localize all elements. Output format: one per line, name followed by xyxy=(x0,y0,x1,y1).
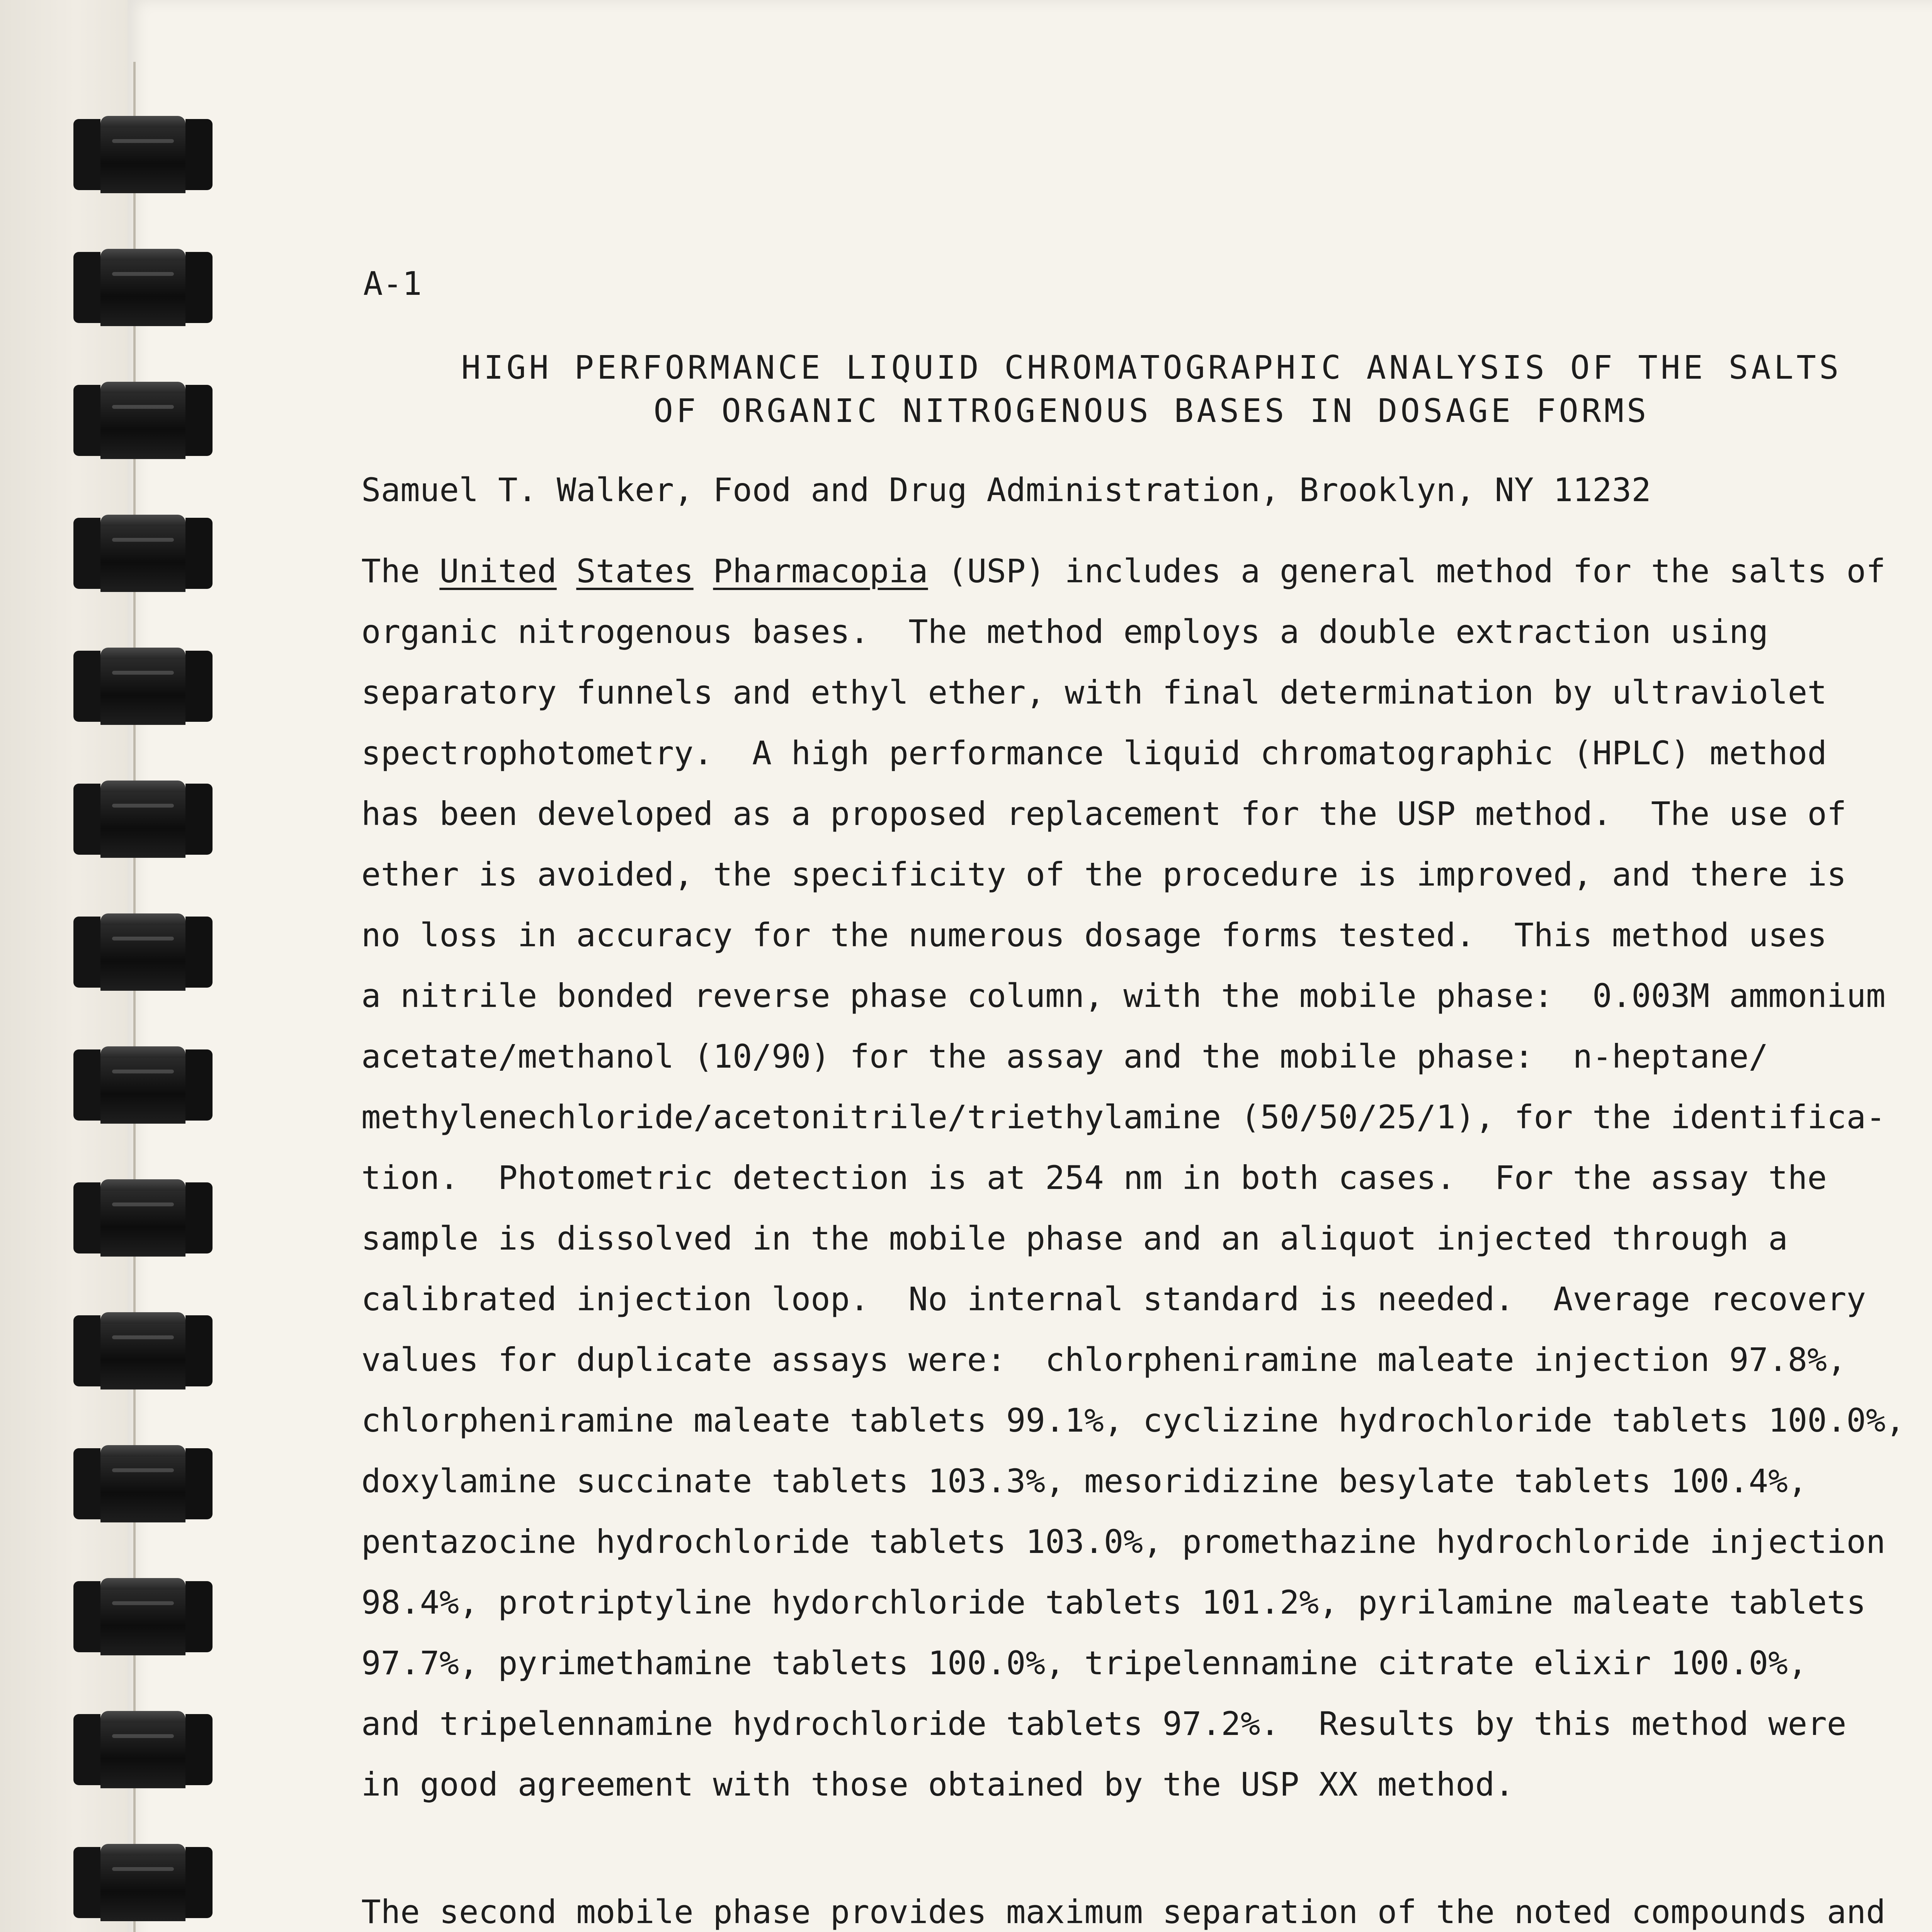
binding-ring-part xyxy=(100,1855,185,1921)
paragraph-line: has been developed as a proposed replacement for the USP method. The use of xyxy=(361,795,1847,833)
binding-ring xyxy=(73,1711,213,1788)
text-run: The xyxy=(361,552,440,590)
binding-ring-part xyxy=(100,659,185,725)
binding-ring-part xyxy=(73,1847,100,1918)
binding-ring-part xyxy=(73,1714,100,1785)
binding-ring-part xyxy=(100,925,185,991)
binding-ring-part xyxy=(100,1324,185,1389)
paragraph-line: 97.7%, pyrimethamine tablets 100.0%, tripelennamine citrate elixir 100.0%, xyxy=(361,1644,1808,1682)
binding-ring-part xyxy=(112,1734,174,1738)
binding-ring-part xyxy=(185,1847,213,1918)
paragraph-line xyxy=(361,541,1886,602)
paragraph-line: 98.4%, protriptyline hydorchloride tablets 101.2%, pyrilamine maleate tablets xyxy=(361,1583,1866,1621)
binding-ring-part xyxy=(185,1049,213,1121)
binding-ring-part xyxy=(100,1191,185,1257)
author-affiliation: Samuel T. Walker, Food and Drug Administration, Brooklyn, NY 11232 xyxy=(361,471,1651,509)
binding-ring-part xyxy=(185,651,213,722)
binding-ring-part xyxy=(73,252,100,323)
paragraph-line: methylenechloride/acetonitrile/triethylamine (50/50/25/1), for the identifica- xyxy=(361,1098,1886,1136)
abstract-title-line: HIGH PERFORMANCE LIQUID CHROMATOGRAPHIC ANALYSIS OF THE SALTS xyxy=(461,349,1842,386)
paragraph-line: organic nitrogenous bases. The method employs a double extraction using xyxy=(361,613,1769,651)
binding-ring xyxy=(73,249,213,326)
paragraph-line: chlorpheniramine maleate tablets 99.1%, cyclizine hydrochloride tablets 100.0%, xyxy=(361,1401,1905,1439)
abstract-label: A-1 xyxy=(363,265,422,303)
text-run xyxy=(557,552,577,590)
binding-ring-part xyxy=(185,1714,213,1785)
binding-ring-part xyxy=(185,784,213,855)
binding-ring-part xyxy=(73,651,100,722)
binding-ring-part xyxy=(73,1049,100,1121)
underlined-word: States xyxy=(576,552,694,590)
paragraph-line: no loss in accuracy for the numerous dosage forms tested. This method uses xyxy=(361,916,1827,954)
binding-ring-part xyxy=(185,917,213,988)
binding-ring-part xyxy=(185,1581,213,1652)
paragraph-line: a nitrile bonded reverse phase column, with the mobile phase: 0.003M ammonium xyxy=(361,977,1886,1015)
underlined-word: Pharmacopia xyxy=(713,552,928,590)
binding-ring-part xyxy=(100,526,185,592)
paragraph-line: and tripelennamine hydrochloride tablets 97.2%. Results by this method were xyxy=(361,1705,1847,1743)
binding-ring-part xyxy=(112,139,174,143)
binding-ring-part xyxy=(112,1601,174,1605)
binding-ring xyxy=(73,1445,213,1522)
paragraph-line: tion. Photometric detection is at 254 nm in both cases. For the assay the xyxy=(361,1159,1827,1197)
binding-ring-part xyxy=(185,1315,213,1386)
text-run: (USP) includes a general method for the salts of xyxy=(928,552,1886,590)
binding-ring-part xyxy=(73,1581,100,1652)
binding-ring-part xyxy=(112,1335,174,1339)
binding-ring-part xyxy=(73,784,100,855)
abstract-title-line: OF ORGANIC NITROGENOUS BASES IN DOSAGE FORMS xyxy=(653,392,1650,430)
binding-ring xyxy=(73,1179,213,1257)
binding-ring xyxy=(73,515,213,592)
binding-ring xyxy=(73,382,213,459)
text-run xyxy=(694,552,713,590)
binding-ring-part xyxy=(73,1448,100,1519)
binding-ring-part xyxy=(112,804,174,808)
paragraph-line: values for duplicate assays were: chlorpheniramine maleate injection 97.8%, xyxy=(361,1341,1847,1379)
binding-ring-part xyxy=(112,1468,174,1472)
binding-ring-part xyxy=(112,272,174,276)
binding-ring-part xyxy=(112,1867,174,1871)
binding-ring xyxy=(73,116,213,193)
binding-ring-part xyxy=(112,1202,174,1206)
binding-ring-part xyxy=(185,119,213,190)
paragraph-line: sample is dissolved in the mobile phase and an aliquot injected through a xyxy=(361,1219,1788,1257)
paragraph-line: calibrated injection loop. No internal standard is needed. Average recovery xyxy=(361,1280,1866,1318)
binding-ring-part xyxy=(73,119,100,190)
paragraph-line: separatory funnels and ethyl ether, with final determination by ultraviolet xyxy=(361,673,1827,711)
paragraph-line: ether is avoided, the specificity of the procedure is improved, and there is xyxy=(361,855,1847,893)
binding-ring-part xyxy=(185,1182,213,1253)
paragraph-line: in good agreement with those obtained by the USP XX method. xyxy=(361,1765,1514,1803)
binding-ring-part xyxy=(112,1070,174,1073)
binding-ring-part xyxy=(185,518,213,589)
binding-ring xyxy=(73,1046,213,1124)
binding-ring-part xyxy=(73,1182,100,1253)
binding-ring xyxy=(73,781,213,858)
binding-ring xyxy=(73,648,213,725)
underlined-word: United xyxy=(439,552,557,590)
binding-ring-part xyxy=(100,792,185,858)
binding-ring-part xyxy=(100,128,185,193)
binding-ring-part xyxy=(73,1315,100,1386)
binding-ring-part xyxy=(100,1723,185,1788)
binding-ring-part xyxy=(112,405,174,409)
binding-ring-part xyxy=(100,1457,185,1522)
paragraph-line: The second mobile phase provides maximum separation of the noted compounds and xyxy=(361,1893,1886,1931)
binding-ring-part xyxy=(185,252,213,323)
binding-ring xyxy=(73,1844,213,1921)
binding-ring xyxy=(73,913,213,991)
binding-ring-part xyxy=(112,671,174,675)
binding-ring-part xyxy=(100,1058,185,1124)
paragraph-line: pentazocine hydrochloride tablets 103.0%, promethazine hydrochloride injection xyxy=(361,1523,1886,1561)
binding-ring-part xyxy=(100,260,185,326)
binding-ring xyxy=(73,1578,213,1655)
binding-ring-part xyxy=(100,393,185,459)
binding-ring-part xyxy=(112,538,174,542)
binding-ring-part xyxy=(73,917,100,988)
binding-ring-part xyxy=(112,937,174,940)
binding-ring-part xyxy=(185,1448,213,1519)
paragraph-line: acetate/methanol (10/90) for the assay and the mobile phase: n-heptane/ xyxy=(361,1037,1769,1075)
binding-ring-part xyxy=(73,518,100,589)
binding-ring-part xyxy=(100,1590,185,1655)
paragraph-line: doxylamine succinate tablets 103.3%, mesoridizine besylate tablets 100.4%, xyxy=(361,1462,1808,1500)
binding-ring-part xyxy=(73,385,100,456)
paragraph-line: spectrophotometry. A high performance liquid chromatographic (HPLC) method xyxy=(361,734,1827,772)
binding-ring-part xyxy=(185,385,213,456)
binding-ring xyxy=(73,1312,213,1389)
